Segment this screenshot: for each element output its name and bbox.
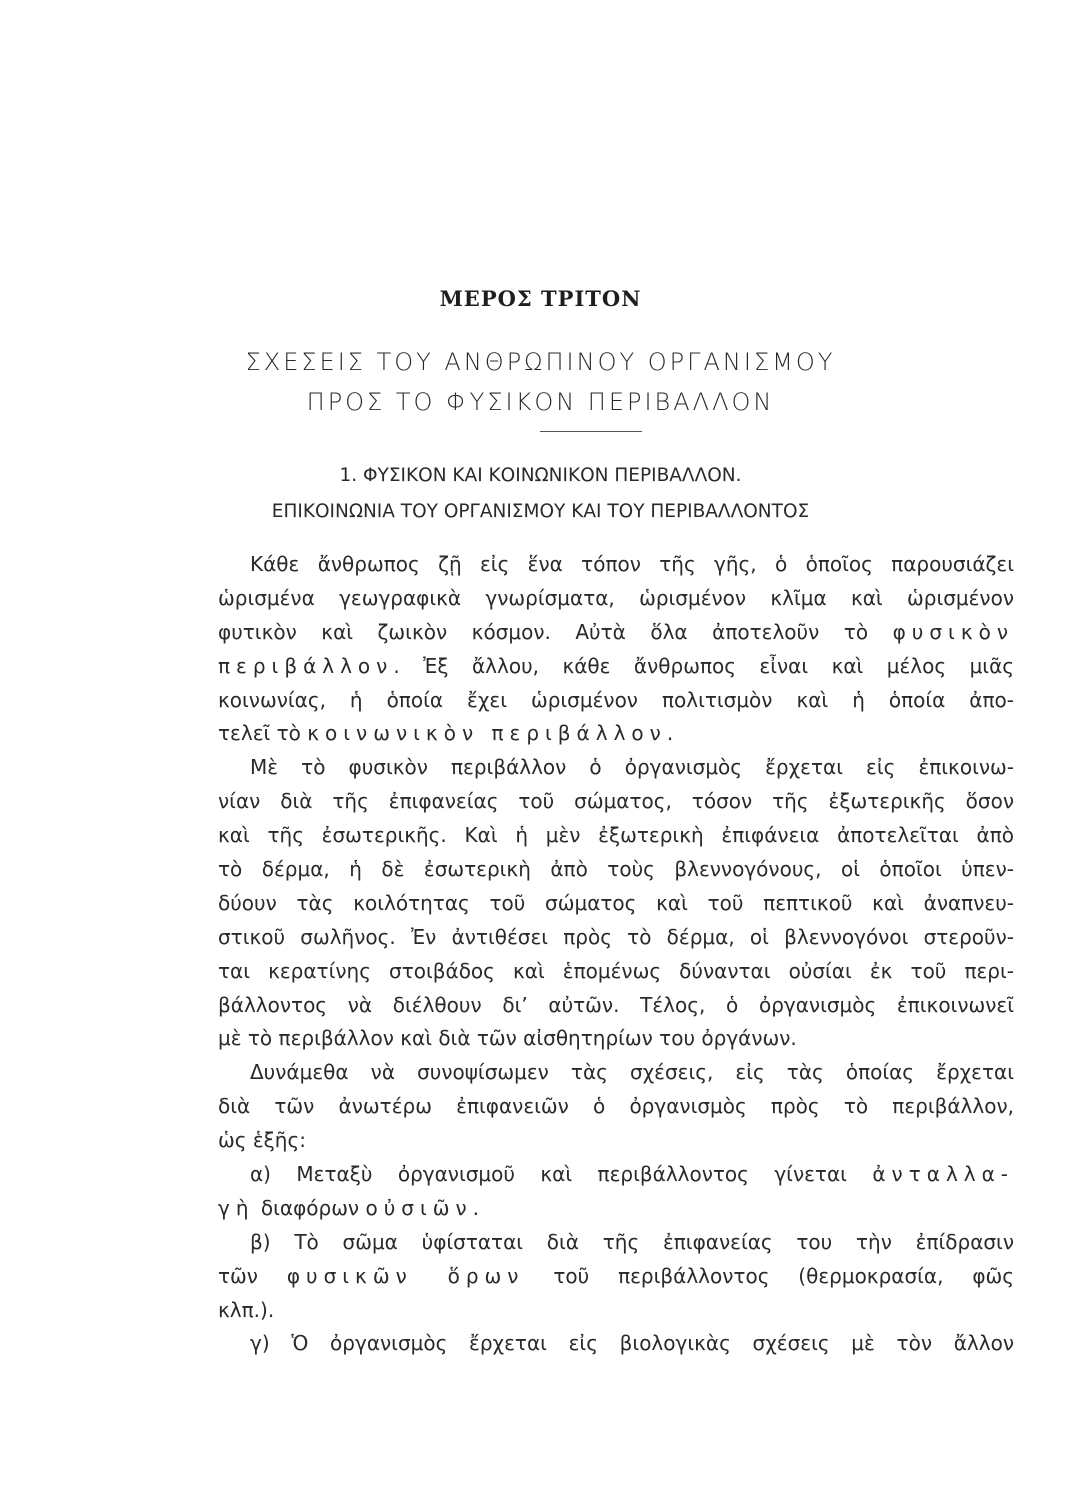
text-line: Μὲ τὸ φυσικὸν περιβάλλον ὁ ὀργανισμὸς ἔρχεται εἰς ἐπικοινω- — [250, 755, 1014, 780]
text-segment: τῶν — [218, 1263, 258, 1288]
emphasized-term: φυσικῶν ὅρων — [286, 1263, 525, 1288]
emphasized-term: γὴ — [218, 1195, 255, 1220]
emphasized-term: φυσικὸν — [892, 619, 1015, 644]
section-title-line-2: ΕΠΙΚΟΙΝΩΝΙΑ ΤΟΥ ΟΡΓΑΝΙΣΜΟΥ ΚΑΙ ΤΟΥ ΠΕΡΙΒΑΛΛΟΝΤΟΣ — [271, 501, 810, 522]
text-segment: . Ἐξ ἄλλου, κάθε ἄνθρωπος εἶναι καὶ μέλος μιᾶς — [393, 653, 1014, 678]
emphasized-term: ἀνταλλα- — [872, 1162, 1015, 1187]
emphasized-term: οὐσιῶν — [365, 1195, 473, 1220]
emphasized-term: περιβάλλον — [218, 653, 394, 678]
text-line: καὶ τῆς ἐσωτερικῆς. Καὶ ἡ μὲν ἐξωτερικὴ ἐπιφάνεια ἀποτελεῖται ἀπὸ — [218, 823, 1014, 848]
text-line: ὡρισμένα γεωγραφικὰ γνωρίσματα, ὡρισμένον κλῖμα καὶ ὡρισμένον — [218, 585, 1014, 610]
text-line: β) Τὸ σῶμα ὑφίσταται διὰ τῆς ἐπιφανείας του τὴν ἐπίδρασιν — [250, 1229, 1014, 1254]
text-line: δύουν τὰς κοιλότητας τοῦ σώματος καὶ τοῦ πεπτικοῦ καὶ ἀναπνευ- — [218, 890, 1014, 915]
text-line: στικοῦ σωλῆνος. Ἐν ἀντιθέσει πρὸς τὸ δέρμα, οἱ βλεννογόνοι στεροῦν- — [218, 924, 1014, 949]
text-line: ται κερατίνης στοιβάδος καὶ ἑπομένως δύνανται οὐσίαι ἐκ τοῦ περι- — [218, 958, 1014, 983]
text-line: Κάθε ἄνθρωπος ζῇ εἰς ἕνα τόπον τῆς γῆς, ὁ ὁποῖος παρουσιάζει — [250, 552, 1014, 576]
text-line — [218, 1192, 1014, 1226]
body-text — [218, 548, 1014, 1361]
text-line: ὡς ἑξῆς: — [218, 1128, 306, 1153]
text-segment: διαφόρων — [260, 1195, 360, 1220]
text-line: μὲ τὸ περιβάλλον καὶ διὰ τῶν αἰσθητηρίων του ὀργάνων. — [218, 1026, 797, 1051]
text-line — [218, 650, 1014, 684]
text-segment: φυτικὸν καὶ ζωικὸν κόσμον. Αὐτὰ ὅλα ἀποτελοῦν τὸ — [218, 619, 869, 644]
text-line: κοινωνίας, ἡ ὁποία ἔχει ὡρισμένον πολιτισμὸν καὶ ἡ ὁποία ἀπο- — [218, 687, 1014, 712]
text-line: νίαν διὰ τῆς ἐπιφανείας τοῦ σώματος, τόσον τῆς ἐξωτερικῆς ὅσον — [218, 789, 1014, 814]
section-title-line-1: 1. ΦΥΣΙΚΟΝ ΚΑΙ ΚΟΙΝΩΝΙΚΟΝ ΠΕΡΙΒΑΛΛΟΝ. — [339, 465, 742, 486]
text-line: τὸ δέρμα, ἡ δὲ ἐσωτερικὴ ἀπὸ τοὺς βλεννογόνους, οἱ ὁποῖοι ὑπεν- — [218, 857, 1014, 882]
text-line: Δυνάμεθα νὰ συνοψίσωμεν τὰς σχέσεις, εἰς τὰς ὁποίας ἔρχεται — [250, 1060, 1014, 1085]
text-line — [218, 1158, 1014, 1192]
text-segment: τελεῖ τὸ — [218, 721, 301, 746]
text-line — [218, 1260, 1014, 1294]
text-segment: . — [472, 1195, 479, 1220]
chapter-title-line-1: ΣΧΕΣΕΙΣ ΤΟΥ ΑΝΘΡΩΠΙΝΟΥ ΟΡΓΑΝΙΣΜΟΥ — [245, 348, 836, 376]
text-segment: α) Μεταξὺ ὀργανισμοῦ καὶ περιβάλλοντος γίνεται — [250, 1162, 847, 1187]
text-line — [218, 717, 1014, 751]
part-title: ΜΕΡΟΣ ΤΡΙΤΟΝ — [439, 286, 642, 311]
chapter-title — [0, 342, 1081, 422]
text-line: κλπ.). — [218, 1297, 275, 1322]
text-segment: . — [666, 721, 674, 746]
title-divider — [540, 431, 642, 432]
text-line: διὰ τῶν ἀνωτέρω ἐπιφανειῶν ὁ ὀργανισμὸς πρὸς τὸ περιβάλλον, — [218, 1094, 1014, 1119]
chapter-title-line-2: ΠΡΟΣ ΤΟ ΦΥΣΙΚΟΝ ΠΕΡΙΒΑΛΛΟΝ — [306, 388, 775, 416]
text-line: γ) Ὁ ὀργανισμὸς ἔρχεται εἰς βιολογικὰς σχέσεις μὲ τὸν ἄλλον — [250, 1331, 1014, 1356]
text-segment: τοῦ περιβάλλοντος (θερμοκρασία, φῶς — [553, 1263, 1015, 1288]
emphasized-term: κοινωνικὸν περιβάλλον — [307, 721, 667, 746]
text-line — [218, 616, 1014, 650]
text-line: βάλλοντος νὰ διέλθουν δι’ αὐτῶν. Τέλος, ὁ ὀργανισμὸς ἐπικοινωνεῖ — [218, 992, 1014, 1017]
section-title — [0, 458, 1081, 530]
